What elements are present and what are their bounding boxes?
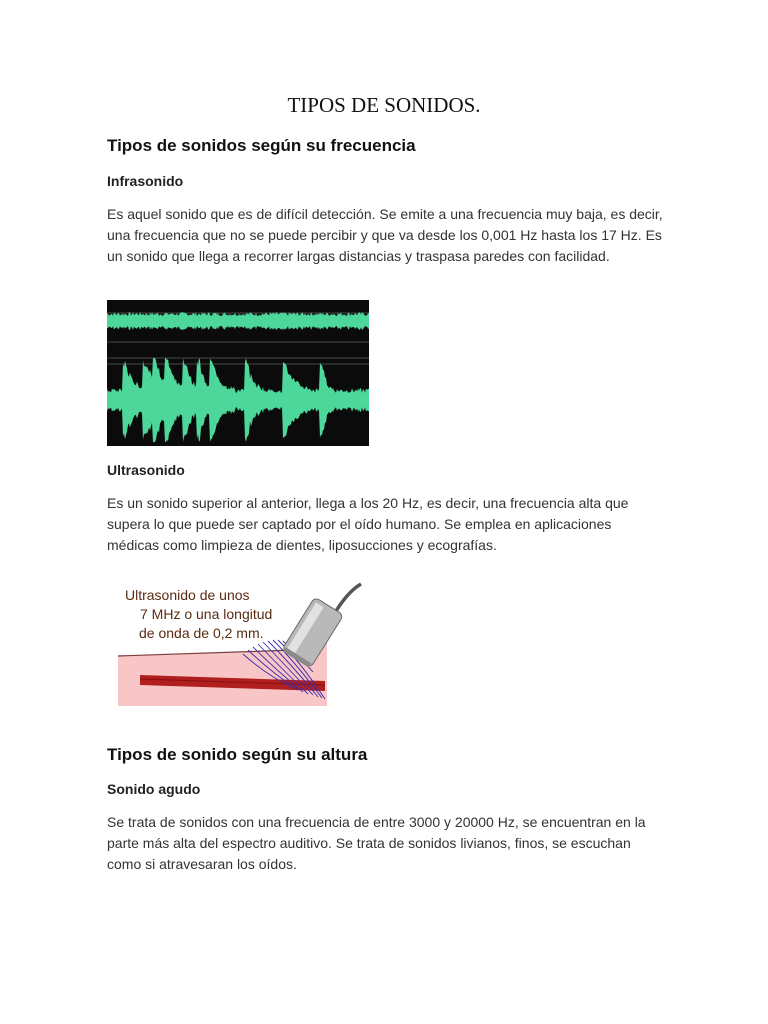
subheading-ultrasonido: Ultrasonido [107, 462, 185, 478]
figure-caption-line-1: Ultrasonido de unos [125, 587, 250, 603]
paragraph-sonido-agudo: Se trata de sonidos con una frecuencia de entre 3000 y 20000 Hz, se encuentran en la parte más alta del espectro auditivo. Se trata de sonidos livianos, finos, se escuchan como si atravesaran los oídos. [107, 814, 646, 872]
figure-caption-line-3: de onda de 0,2 mm. [139, 625, 264, 641]
subheading-sonido-agudo: Sonido agudo [107, 781, 201, 797]
infrasound-waveform-image [107, 300, 369, 446]
paragraph-ultrasonido: Es un sonido superior al anterior, llega a los 20 Hz, es decir, una frecuencia alta que supera lo que puede ser captado por el oído humano. Se emplea en aplicaciones médicas como limpieza de dientes, liposucciones y ecografías. [107, 495, 629, 553]
paragraph-infrasonido: Es aquel sonido que es de difícil detección. Se emite a una frecuencia muy baja, es decir, una frecuencia que no se puede percibir y que va desde los 0,001 Hz hasta los 17 Hz. Es un sonido que llega a recorrer largas distancias y traspasa paredes con facilidad. [107, 206, 663, 264]
figure-caption-line-2: 7 MHz o una longitud [140, 606, 273, 622]
section-heading-frecuencia: Tipos de sonidos según su frecuencia [107, 136, 416, 155]
section-heading-altura: Tipos de sonido según su altura [107, 745, 368, 764]
subheading-infrasonido: Infrasonido [107, 173, 184, 189]
page-title: TIPOS DE SONIDOS. [287, 93, 481, 117]
ultrasound-illustration [115, 578, 365, 710]
